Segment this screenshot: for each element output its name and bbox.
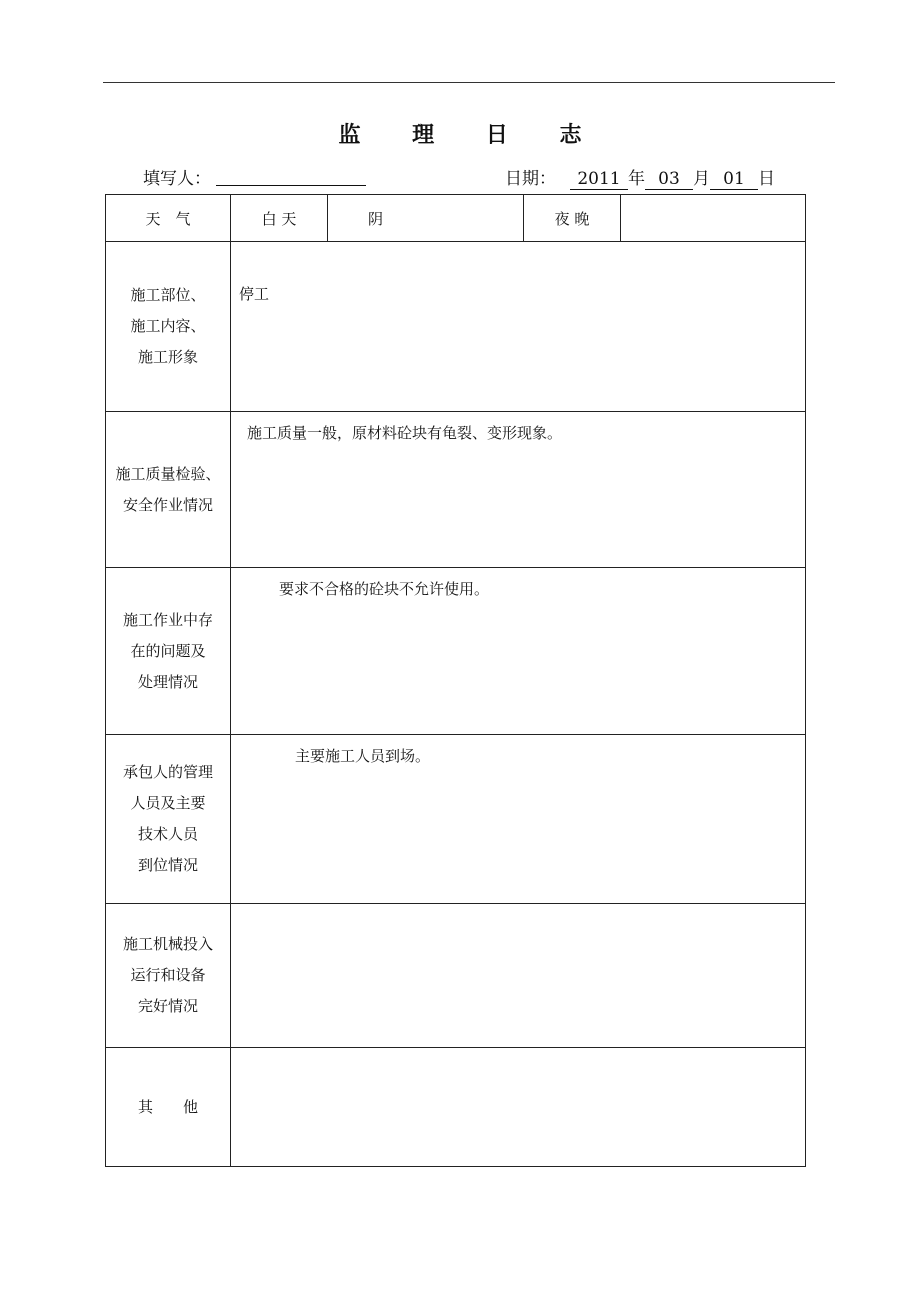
row-label	[106, 412, 231, 568]
weather-night-value[interactable]	[621, 195, 806, 242]
row-label-line: 施工内容、	[130, 317, 206, 335]
row-label-line: 施工机械投入	[122, 935, 213, 953]
page-title: 监 理 日 志	[338, 123, 604, 148]
year-unit: 年	[628, 169, 645, 189]
row-label-line: 其 他	[137, 1097, 198, 1116]
month-unit: 月	[693, 169, 710, 189]
log-row-other	[106, 1048, 806, 1167]
log-row-construction-part	[106, 242, 806, 412]
log-row-problems	[106, 568, 806, 735]
row-label	[106, 1048, 231, 1167]
weather-day-value[interactable]: 阴	[328, 195, 524, 242]
row-content[interactable]	[231, 904, 806, 1048]
weather-row	[106, 195, 806, 242]
row-content-text: 要求不合格的砼块不允许使用。	[279, 580, 490, 598]
row-label-line: 在的问题及	[130, 641, 206, 660]
row-label-line: 人员及主要	[130, 794, 206, 812]
row-content-text: 停工	[239, 285, 270, 303]
row-content[interactable]	[231, 242, 806, 412]
row-label-line: 到位情况	[137, 856, 198, 874]
row-label-line: 施工作业中存	[122, 610, 213, 629]
date-year[interactable]: 2011	[570, 169, 628, 190]
filler-label: 填写人：	[143, 169, 211, 189]
row-label	[106, 568, 231, 735]
row-content[interactable]	[231, 412, 806, 568]
row-label-line: 承包人的管理	[122, 763, 213, 781]
row-content-text: 主要施工人员到场。	[295, 747, 431, 765]
log-row-quality-safety	[106, 412, 806, 568]
weather-label: 天 气	[106, 195, 231, 242]
row-label-line: 施工形象	[137, 348, 198, 366]
row-label-line: 运行和设备	[130, 966, 206, 984]
log-table	[105, 194, 806, 1167]
filler-field[interactable]	[216, 185, 366, 186]
date-month[interactable]: 03	[645, 169, 693, 190]
date-group	[505, 164, 775, 190]
row-label-line: 施工质量检验、	[115, 464, 221, 483]
row-label-line: 处理情况	[137, 672, 198, 691]
log-row-personnel	[106, 735, 806, 904]
row-content[interactable]	[231, 735, 806, 904]
row-content[interactable]	[231, 568, 806, 735]
row-content[interactable]	[231, 1048, 806, 1167]
log-row-machinery	[106, 904, 806, 1048]
date-day[interactable]: 01	[710, 169, 758, 190]
row-label-line: 施工部位、	[130, 286, 206, 304]
row-label	[106, 904, 231, 1048]
row-content-text: 施工质量一般，原材料砼块有龟裂、变形现象。	[247, 424, 563, 442]
header-rule	[103, 82, 835, 83]
row-label	[106, 242, 231, 412]
row-label-line: 安全作业情况	[122, 495, 213, 514]
date-label: 日期：	[505, 169, 556, 189]
row-label-line: 完好情况	[137, 997, 198, 1015]
day-unit: 日	[758, 169, 775, 189]
weather-day-label: 白 天	[231, 195, 328, 242]
row-label-line: 技术人员	[137, 825, 198, 843]
weather-night-label: 夜 晚	[524, 195, 621, 242]
row-label	[106, 735, 231, 904]
